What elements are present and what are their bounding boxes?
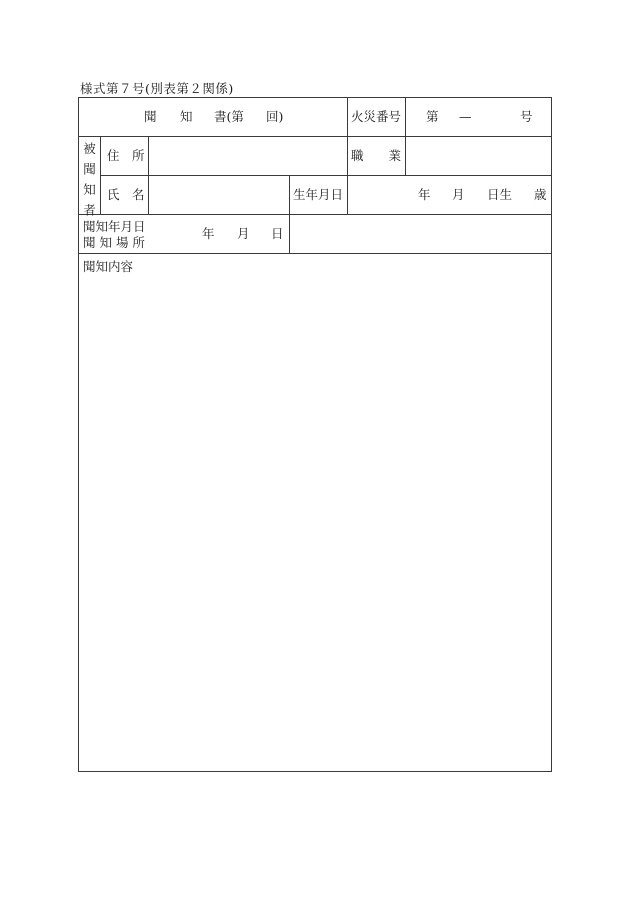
hearing-date-label: 聞知年月日 bbox=[83, 219, 146, 234]
date-of-birth-label: 生年月日 bbox=[293, 187, 344, 202]
form-number-label: 様式第７号(別表第２関係) bbox=[80, 81, 234, 96]
title-char-4: 回) bbox=[266, 109, 284, 124]
title-char-1: 聞 bbox=[144, 109, 157, 124]
hearing-place-field[interactable] bbox=[290, 215, 551, 253]
rule-group-right bbox=[100, 136, 101, 215]
dob-day-born-unit: 日生 bbox=[487, 187, 513, 202]
border-bottom bbox=[78, 771, 552, 772]
address-label: 住 所 bbox=[107, 148, 145, 163]
dob-year-unit: 年 bbox=[418, 187, 431, 202]
hearing-year-unit: 年 bbox=[202, 226, 215, 241]
occupation-field[interactable] bbox=[406, 137, 551, 175]
hearing-content-field[interactable] bbox=[79, 277, 551, 770]
hearing-day-unit: 日 bbox=[271, 226, 284, 241]
title-char-2: 知 bbox=[180, 109, 193, 124]
hearing-month-unit: 月 bbox=[237, 226, 250, 241]
hearing-place-label: 聞 知 場 所 bbox=[83, 235, 145, 250]
border-right bbox=[551, 97, 552, 772]
border-top bbox=[78, 97, 552, 98]
rule-hearing-bottom bbox=[78, 253, 552, 254]
fire-number-dash: — bbox=[459, 109, 472, 124]
dob-month-unit: 月 bbox=[452, 187, 465, 202]
fire-number-label: 火災番号 bbox=[351, 109, 402, 124]
rule-dob-label-left bbox=[289, 175, 290, 215]
hearing-record-form bbox=[78, 97, 552, 772]
name-label: 氏 名 bbox=[107, 187, 145, 202]
person-group-label: 被聞知者 bbox=[81, 142, 97, 224]
rule-fire-label-left bbox=[347, 97, 348, 176]
rule-dob-value-left bbox=[347, 175, 348, 215]
fire-number-prefix: 第 bbox=[426, 109, 439, 124]
occupation-label: 職 業 bbox=[351, 148, 402, 163]
fire-number-suffix: 号 bbox=[520, 109, 533, 124]
title-char-3: 書(第 bbox=[214, 109, 244, 124]
address-field[interactable] bbox=[149, 137, 347, 175]
dob-age-unit: 歳 bbox=[534, 187, 547, 202]
name-field[interactable] bbox=[149, 176, 289, 214]
hearing-content-label: 聞知内容 bbox=[83, 259, 134, 274]
